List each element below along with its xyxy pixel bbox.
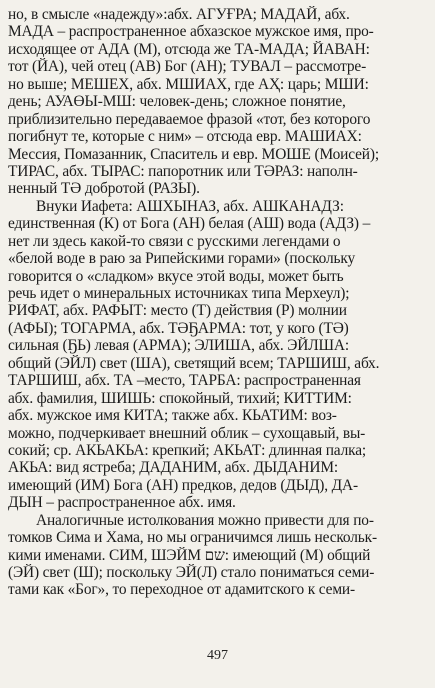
page-number: 497 <box>207 648 228 663</box>
text-line: погибнут те, которые с ним» – отсюда евр. МАШИАХ: <box>8 128 362 146</box>
text-line: можно, подчеркивает внешний облик – сухощавый, вы- <box>8 424 366 442</box>
text-line: но выше; МЕШЕХ, абх. МШИАХ, где АҲ: царь; МШИ: <box>8 75 369 93</box>
text-line: (ЭЙ) свет (Ш); поскольку ЭЙ(Л) стало пониматься семи- <box>8 564 375 581</box>
text-line: приблизительно передаваемое фразой «тот, без которого <box>8 110 371 128</box>
text-line: кими именами. СИМ, ШЭЙМ שם: имеющий (М) общий <box>8 546 371 564</box>
text-line: общий (ЭЙЛ) свет (ША), светящий всем; ТАРШИШ, абх. <box>8 354 380 372</box>
body-text <box>8 6 426 599</box>
text-line: МАДА – распространенное абхазское мужское имя, про- <box>8 23 374 41</box>
text-line: абх. фамилия, ШИШЬ: спокойный, тихий; КИТТИМ: <box>8 389 352 407</box>
text-line: Мессия, Помазанник, Спаситель и евр. МОШЕ (Моисей); <box>8 145 379 163</box>
text-line: но, в смысле «надежду»:абх. АГУҒРА; МАДАЙ, абх. <box>8 6 350 23</box>
text-line: сокий; ср. АКЬАКЬА: крепкий; АКЬАТ: длинная палка; <box>8 441 367 459</box>
text-line: имеющий (ИМ) Бога (АН) предков, дедов (ДЫД), ДА- <box>8 476 358 494</box>
text-line: речь идет о минеральных источниках типа Мерхеул); <box>8 285 350 302</box>
text-line: (АФЫ); ТОГАРМА, абх. ТӘҔАРМА: тот, у кого (ТӘ) <box>8 319 349 337</box>
text-line: тами как «Бог», то переходное от адамитского к семи- <box>8 581 355 599</box>
text-line: АКЬА: вид ястреба; ДАДАНИМ, абх. ДЫДАНИМ: <box>8 459 338 477</box>
text-line: РИФАТ, абх. РАФЫТ: место (Т) действия (Р) молнии <box>8 302 347 320</box>
text-line: Аналогичные истолкования можно привести для по- <box>36 511 374 529</box>
text-line: исходящее от АДА (М), отсюда же ТА-МАДА; ЙАВАН: <box>8 40 370 58</box>
text-line: говорится о «сладком» вкусе этой воды, может быть <box>8 267 344 285</box>
text-line: ТАРШИШ, абх. ТА –место, ТАРБА: распространенная <box>8 372 361 390</box>
text-line: томков Сима и Хама, но мы ограничимся лишь нескольк- <box>8 529 377 547</box>
text-line: тот (ЙА), чей отец (АВ) Бог (АН); ТУВАЛ – рассмотре- <box>8 58 367 76</box>
text-line: Внуки Иафета: АШХЫНАЗ, абх. АШКАНАДЗ: <box>36 197 344 215</box>
text-line: единственная (К) от Бога (АН) белая (АШ) вода (АДЗ) – <box>8 215 371 233</box>
text-line: ТИРАС, абх. ТЫРАС: папоротник или ТӘРАЗ: наполн- <box>8 162 358 180</box>
text-line: сильная (ҔЬ) левая (АРМА); ЭЛИША, абх. ЭЙЛША: <box>8 337 350 355</box>
text-line: абх. мужское имя КИТА; также абх. КЬАТИМ: воз- <box>8 407 337 425</box>
text-line: «белой воде в раю за Рипейскими горами» (поскольку <box>8 250 356 268</box>
text-line: нет ли здесь какой-то связи с русскими легендами о <box>8 232 341 250</box>
text-line: ДЫН – распространенное абх. имя. <box>8 494 236 512</box>
text-line: ненный ТӘ добротой (РАЗЫ). <box>8 180 200 198</box>
text-line: день; АУАӨЫ-МШ: человек-день; сложное понятие, <box>8 93 346 111</box>
